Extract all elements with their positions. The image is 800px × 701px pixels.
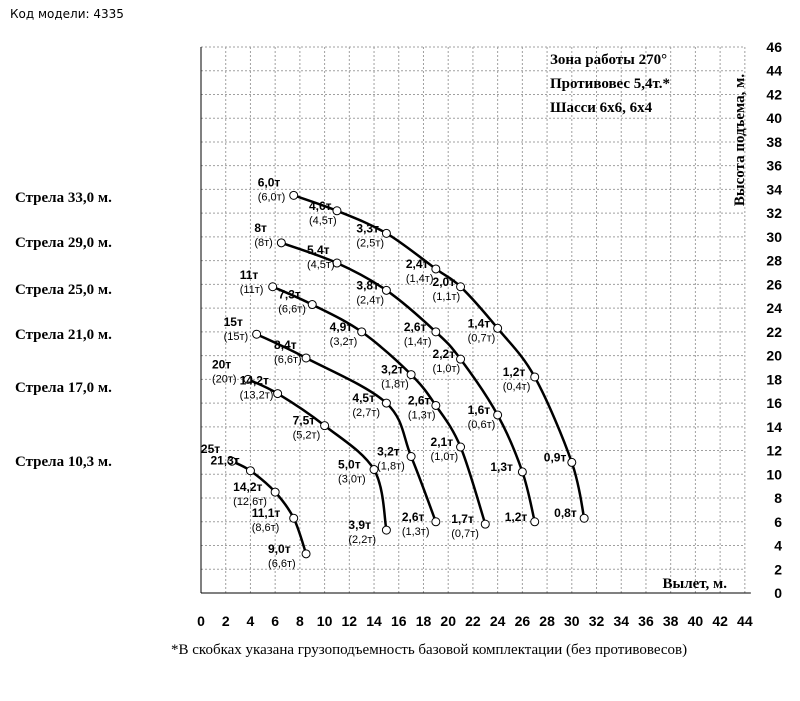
- base-load-label: (0,4т): [502, 380, 531, 393]
- data-point: [308, 301, 316, 309]
- y-tick-label: 42: [766, 86, 782, 103]
- data-point: [518, 468, 526, 476]
- boom-curves: [228, 191, 588, 557]
- data-point: [290, 191, 298, 199]
- load-label: 3,3т: [356, 221, 379, 236]
- x-tick-label: 34: [613, 613, 630, 629]
- y-tick-label: 24: [766, 300, 782, 317]
- y-tick-label: 8: [774, 490, 782, 507]
- x-tick-label: 18: [415, 613, 432, 629]
- y-tick-label: 4: [774, 537, 782, 554]
- info-box: [550, 52, 670, 116]
- load-label: 2,1т: [430, 434, 454, 449]
- load-label: 21,3т: [210, 453, 240, 468]
- base-load-label: (0,7т): [451, 528, 479, 541]
- y-tick-label: 46: [766, 38, 782, 55]
- y-tick-label: 16: [766, 395, 782, 412]
- base-load-label: (2,7т): [352, 407, 381, 420]
- base-load-label: (11т): [239, 283, 264, 296]
- load-label: 1,2т: [502, 364, 526, 379]
- data-point: [382, 286, 390, 294]
- x-tick-label: 16: [390, 613, 407, 629]
- data-point: [271, 488, 279, 496]
- base-load-label: (1,4т): [405, 272, 434, 285]
- base-load-label: (13,2т): [239, 389, 274, 402]
- y-tick-label: 22: [766, 323, 782, 340]
- boom-length-label: Стрела 10,3 м.: [15, 454, 112, 470]
- x-tick-label: 12: [341, 613, 358, 629]
- y-axis-title: Высота подъема, м.: [732, 73, 748, 207]
- y-tick-label: 18: [766, 371, 782, 388]
- y-tick-label: 44: [766, 62, 782, 79]
- x-tick-label: 2: [221, 613, 230, 629]
- load-label: 4,9т: [329, 319, 353, 334]
- base-load-label: (6,6т): [274, 353, 302, 366]
- x-tick-label: 22: [465, 613, 481, 629]
- data-point: [382, 229, 390, 237]
- data-point: [568, 458, 576, 466]
- boom-length-labels: [15, 190, 112, 470]
- y-tick-label: 34: [766, 181, 782, 198]
- data-point: [432, 518, 440, 526]
- data-point: [494, 411, 502, 419]
- load-label: 2,6т: [401, 509, 425, 524]
- data-point: [269, 283, 277, 291]
- base-load-label: (1,1т): [432, 290, 461, 303]
- data-point: [432, 328, 440, 336]
- load-label: 2,6т: [403, 319, 427, 334]
- base-load-label: (8,6т): [251, 522, 280, 535]
- data-point: [321, 422, 329, 430]
- base-load-label: (1,0т): [430, 450, 459, 463]
- data-point: [382, 526, 390, 534]
- base-load-label: (12,6т): [233, 496, 267, 509]
- load-label: 2,2т: [432, 347, 456, 362]
- data-point: [457, 283, 465, 291]
- load-label: 1,3т: [490, 459, 513, 474]
- data-point: [302, 550, 310, 558]
- data-point: [580, 514, 588, 522]
- load-label: 3,2т: [381, 362, 404, 377]
- x-tick-label: 28: [539, 613, 555, 629]
- y-tick-label: 40: [766, 110, 782, 127]
- boom-length-label: Стрела 21,0 м.: [15, 327, 112, 343]
- data-point: [274, 390, 282, 398]
- base-load-label: (2,5т): [356, 237, 385, 250]
- base-load-label: (1,3т): [407, 409, 436, 422]
- data-point: [253, 330, 261, 338]
- data-point: [481, 520, 489, 528]
- y-tick-label: 20: [766, 347, 782, 364]
- load-label: 1,4т: [467, 316, 491, 331]
- base-load-label: (6,6т): [278, 303, 306, 316]
- model-code: Код модели: 4335: [10, 7, 124, 21]
- load-label: 7,3т: [278, 287, 301, 302]
- load-label: 3,2т: [377, 444, 400, 459]
- boom-length-label: Стрела 17,0 м.: [15, 380, 112, 396]
- y-tick-label: 36: [766, 157, 782, 174]
- y-tick-label: 30: [766, 228, 782, 245]
- data-point: [290, 514, 298, 522]
- x-tick-label: 24: [489, 613, 506, 629]
- info-counterweight: Противовес 5,4т.*: [550, 76, 671, 92]
- load-label: 4,5т: [352, 391, 375, 406]
- load-label: 2,6т: [407, 393, 431, 408]
- base-load-label: (20т): [211, 373, 237, 386]
- data-point: [358, 328, 366, 336]
- load-label: 14,2т: [233, 480, 263, 495]
- load-label: 14,2т: [239, 373, 269, 388]
- load-label: 15т: [223, 315, 243, 330]
- load-label: 1,2т: [504, 509, 528, 524]
- load-label: 0,8т: [554, 506, 577, 521]
- base-load-label: (5,2т): [292, 429, 321, 442]
- x-tick-label: 8: [295, 613, 304, 629]
- load-label: 2,0т: [432, 274, 456, 289]
- x-tick-label: 14: [366, 613, 382, 629]
- base-load-label: (4,5т): [308, 214, 337, 227]
- x-tick-label: 30: [564, 613, 580, 629]
- x-tick-label: 42: [712, 613, 728, 629]
- load-label: 5,4т: [306, 243, 330, 258]
- y-tick-label: 14: [766, 418, 782, 435]
- data-point: [382, 399, 390, 407]
- x-tick-label: 10: [316, 613, 333, 629]
- y-tick-label: 2: [774, 561, 782, 578]
- base-load-label: (6,6т): [268, 557, 296, 570]
- base-load-label: (1,8т): [381, 378, 409, 391]
- base-load-label: (6,0т): [257, 191, 286, 204]
- base-load-label: (15т): [223, 331, 249, 344]
- y-tick-label: 12: [766, 442, 782, 459]
- data-point: [407, 371, 415, 379]
- x-tick-label: 36: [638, 613, 654, 629]
- base-load-label: (3,0т): [338, 473, 366, 486]
- y-tick-label: 32: [766, 205, 782, 222]
- load-label: 9,0т: [268, 541, 291, 556]
- data-point: [457, 355, 465, 363]
- x-tick-label: 0: [197, 613, 205, 629]
- base-load-label: (1,8т): [377, 460, 405, 473]
- base-load-label: (1,0т): [432, 363, 461, 376]
- x-tick-label: 38: [662, 613, 679, 629]
- data-point: [333, 207, 341, 215]
- data-point: [302, 354, 310, 362]
- info-chassis: Шасси 6х6, 6х4: [550, 100, 653, 116]
- base-load-label: (8т): [254, 236, 273, 249]
- data-point: [531, 373, 539, 381]
- boom-length-label: Стрела 33,0 м.: [15, 190, 112, 206]
- base-load-label: (2,4т): [356, 294, 385, 307]
- x-tick-label: 4: [246, 613, 255, 629]
- y-tick-label: 28: [766, 252, 782, 269]
- base-load-label: (0,7т): [467, 332, 496, 345]
- load-label: 4,6т: [308, 198, 332, 213]
- load-label: 11,1т: [251, 506, 281, 521]
- x-axis-title: Вылет, м.: [662, 576, 727, 592]
- data-point: [432, 265, 440, 273]
- data-point: [457, 443, 465, 451]
- load-label: 2,4т: [405, 256, 429, 271]
- load-label: 8т: [254, 220, 267, 235]
- y-tick-label: 10: [766, 466, 782, 483]
- data-point: [531, 518, 539, 526]
- load-label: 6,0т: [257, 175, 281, 190]
- info-zone: Зона работы 270°: [550, 52, 668, 68]
- x-tick-label: 32: [588, 613, 605, 629]
- y-tick-label: 0: [774, 585, 782, 601]
- load-label: 20т: [211, 357, 232, 372]
- y-tick-label: 26: [766, 276, 782, 293]
- load-label: 5,0т: [338, 457, 361, 472]
- load-label: 1,7т: [451, 512, 474, 527]
- boom-length-label: Стрела 25,0 м.: [15, 282, 112, 298]
- load-label: 8,4т: [274, 337, 297, 352]
- y-tick-label: 38: [766, 133, 782, 150]
- load-label: 1,6т: [467, 402, 491, 417]
- load-label: 3,8т: [356, 278, 379, 293]
- footnote: *В скобках указана грузоподъемность базовой комплектации (без противовесов): [171, 642, 688, 658]
- x-tick-label: 20: [440, 613, 456, 629]
- data-point: [246, 467, 254, 475]
- x-tick-label: 40: [687, 613, 704, 629]
- load-label: 7,5т: [292, 413, 316, 428]
- base-load-label: (4,5т): [306, 259, 335, 272]
- base-load-label: (3,2т): [329, 335, 358, 348]
- load-label: 0,9т: [543, 450, 567, 465]
- data-point: [494, 324, 502, 332]
- boom-length-label: Стрела 29,0 м.: [15, 235, 112, 251]
- data-point: [277, 239, 285, 247]
- load-label: 25т: [200, 442, 221, 457]
- load-label: 11т: [239, 267, 259, 282]
- base-load-label: (0,6т): [467, 418, 496, 431]
- y-tick-label: 6: [774, 513, 782, 530]
- x-tick-label: 44: [737, 613, 753, 629]
- base-load-label: (2,2т): [348, 534, 377, 547]
- base-load-label: (1,4т): [403, 335, 432, 348]
- x-tick-label: 6: [271, 613, 280, 629]
- x-tick-label: 26: [514, 613, 531, 629]
- load-label: 3,9т: [348, 518, 371, 533]
- base-load-label: (1,3т): [401, 525, 430, 538]
- data-point: [407, 452, 415, 460]
- data-point: [432, 401, 440, 409]
